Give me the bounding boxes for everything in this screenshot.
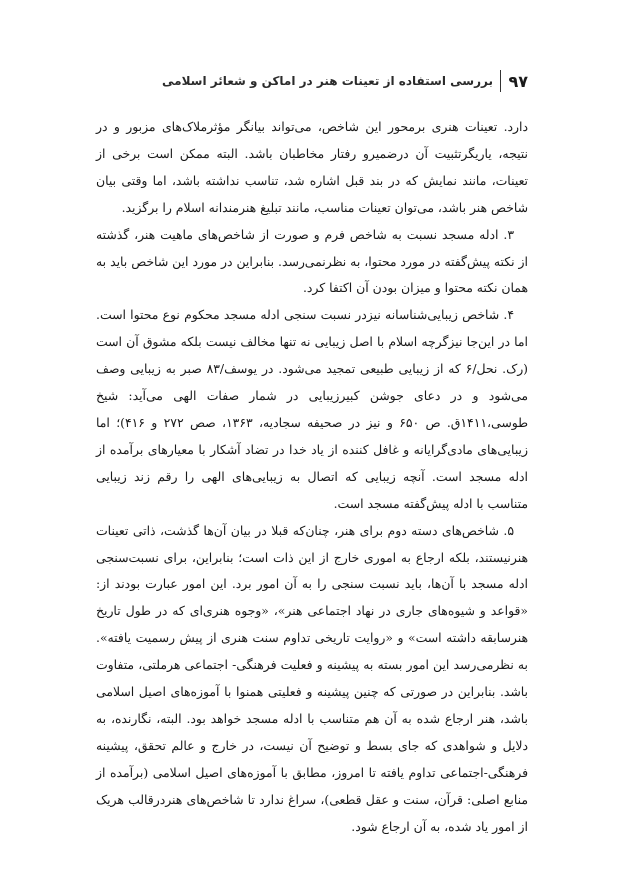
paragraph-item-5: ۵. شاخص‌های دسته دوم برای هنر، چنان‌که قبلا در بیان آن‌ها گذشت، ذاتی تعینات هنرنیستند، بلکه ارجاع به اموری خارج از این ذات است؛ بنابراین، برای نسبت‌سنجی ادله مسجد با آن‌ها، باید نسبت سنجی را به آن امور برد. این امور عبارت بودند از: «قواعد و شیوه‌های جاری در نهاد اجتماعی هنر»، «وجوه هنری‌ای که در طول تاریخ هنرسابقه داشته است» و «روایت تاریخی تداوم سنت هنری از پیش رسمیت یافته». به نظرمی‌رسد این امور بسته به پیشینه و فعلیت فرهنگی- اجتماعی هرملتی، متفاوت باشد. بنابراین در صورتی که چنین پیشینه و فعلیتی همنوا با آموزه‌های اصیل اسلامی باشد، هنر ارجاع شده به آن هم متناسب با ادله مسجد خواهد بود. البته، نگارنده، به دلایل و شواهدی که جای بسط و توضیح آن نیست، در خارج و عالم تحقق، پیشینه فرهنگی-اجتماعی تداوم یافته تا امروز، مطابق با آموزه‌های اصیل اسلامی (برآمده از منابع اصلی: قرآن، سنت و عقل قطعی)، سراغ ندارد تا شاخص‌های هنردرقالب هریک از امور یاد شده، به آن ارجاع شود.	[96, 522, 528, 834]
running-header	[96, 70, 528, 92]
running-title: بررسی استفاده از تعینات هنر در اماکن و شعائر اسلامی	[162, 74, 493, 88]
body-text	[96, 114, 528, 840]
page-number: ۹۷	[508, 71, 528, 91]
header-divider	[500, 70, 502, 92]
paragraph-item-3: ۳. ادله مسجد نسبت به شاخص فرم و صورت از شاخص‌های ماهیت هنر، گذشته از نکته پیش‌گفته در مورد محتوا، به نظرنمی‌رسد. بنابراین در مورد این شاخص باید به همان نکته محتوا و میزان بودن آن اکتفا کرد.	[96, 226, 528, 296]
paragraph-item-4: ۴. شاخص زیبایی‌شناسانه نیزدر نسبت سنجی ادله مسجد محکوم نوع محتوا است. اما در این‌جا نیزگرچه اسلام با اصل زیبایی نه تنها مخالف نیست بلکه مشوق آن است (رک. نحل/۶ که از زیبایی طبیعی تمجید می‌شود. در یوسف/۸۳ صبر به زیبایی وصف می‌شود و در دعای جوشن کبیرزیبایی در شمار صفات الهی می‌آید: شیخ طوسی،۱۴۱۱ق. ص ۶۵۰ و نیز در صحیفه سجادیه، ۱۳۶۳، صص ۲۷۲ و ۴۱۶)؛ اما زیبایی‌های مادی‌گرایانه و غافل کننده از یاد خدا در تضاد آشکار با معیارهای برآمده از ادله مسجد است. آنچه زیبایی که اتصال به زیبایی‌های الهی را رقم زند زیبایی متناسب با ادله پیش‌گفته مسجد است.	[96, 307, 529, 511]
paragraph-continuation: دارد. تعینات هنری برمحور این شاخص، می‌تواند بیانگر مؤثرملاک‌های مزبور و در نتیجه، یاریگرتثبیت آن درضمیرو رفتار مخاطبان باشد. البته ممکن است برخی از تعینات، مانند نمایش که در بند قبل اشاره شد، تناسب نداشته باشد، اما وقتی بیان شاخص هنر باشد، می‌توان تعینات مناسب، مانند تبلیغ هنرمندانه اسلام را برگزید.	[96, 119, 528, 215]
